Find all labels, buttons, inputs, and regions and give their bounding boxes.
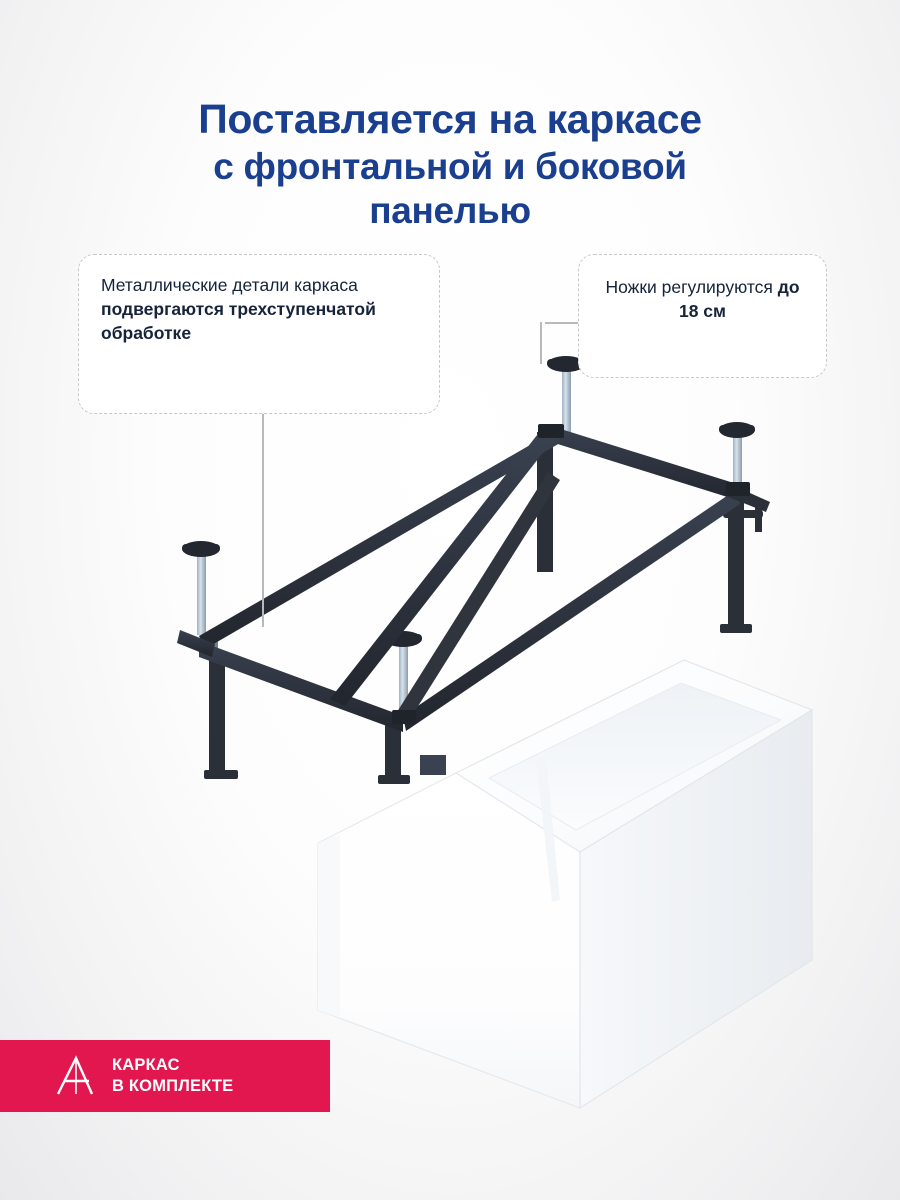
- page-title-line-3: панелью: [369, 190, 531, 232]
- callout-left-leader: [262, 414, 264, 627]
- ribbon-label-line-1: КАРКАС: [112, 1055, 180, 1074]
- page-title: [0, 96, 900, 232]
- page-title-line-2: с фронтальной и боковой: [213, 146, 687, 188]
- callout-leg-adjustment: [578, 254, 827, 378]
- callout-right-leader-h: [545, 322, 579, 324]
- callout-frame-treatment: [78, 254, 440, 414]
- callout-left-text: Металлические детали каркаса: [101, 275, 358, 295]
- ribbon-label: [112, 1055, 233, 1098]
- callout-right-text-bold: до 18 см: [678, 277, 800, 322]
- callout-right-leader-v: [540, 322, 542, 364]
- bathtub: [318, 660, 812, 1108]
- frame-rails: [177, 424, 770, 732]
- frame-mark-icon: [52, 1054, 98, 1098]
- ribbon-label-line-2: В КОМПЛЕКТЕ: [112, 1077, 234, 1095]
- frame-legs: [182, 356, 763, 784]
- callout-left-text-bold: подвергаются трехступенчатой обработке: [101, 299, 376, 344]
- callout-right-text: Ножки регулируются: [605, 277, 778, 297]
- status-badge: [0, 1040, 330, 1112]
- page-title-line-1: Поставляется на каркасе: [198, 96, 702, 142]
